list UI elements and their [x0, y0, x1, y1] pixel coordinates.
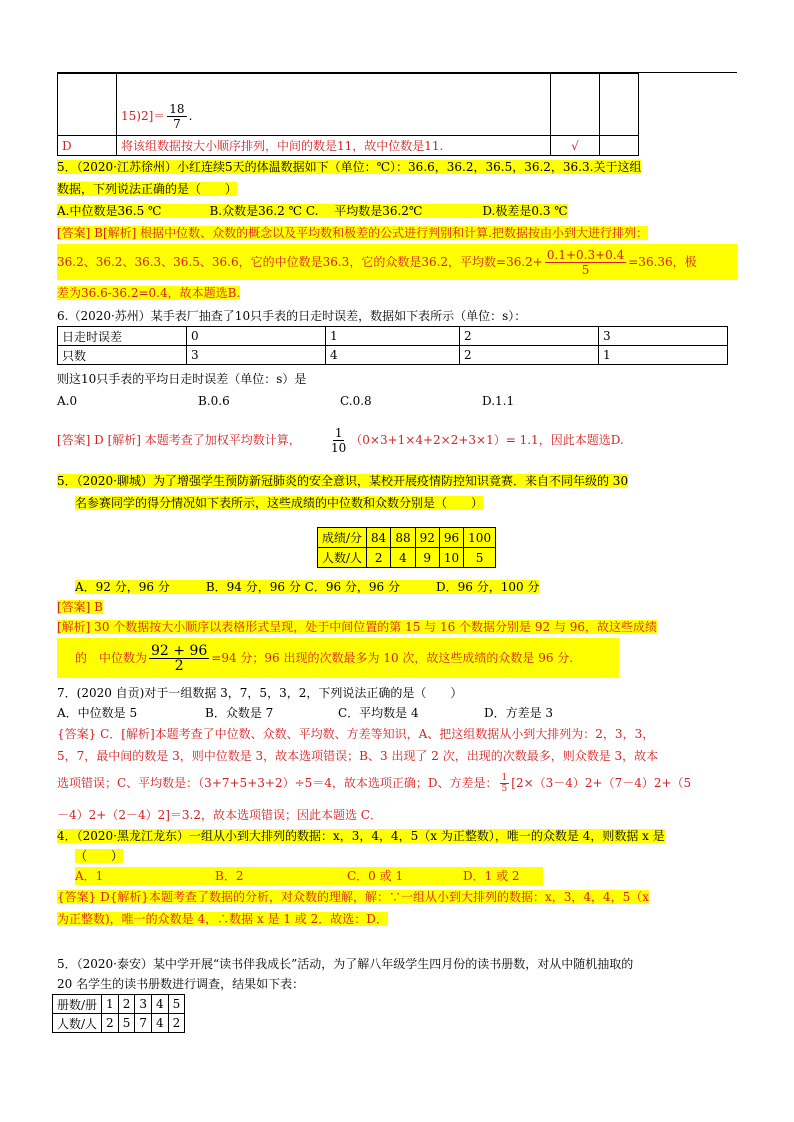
q6-cell: 3	[135, 995, 152, 1014]
q3-stem-a: 5．（2020·聊城）为了增强学生预防新冠肺炎的安全意识，某校开展疫情防控知识竟赛．来自不同年级的 30	[57, 474, 629, 488]
q5-options: A．1 B．2 C．0 或 1 D．1 或 2	[75, 867, 543, 885]
q5-stem-b: （ ）	[75, 849, 124, 863]
q4-option-d: D．方差是 3	[484, 706, 554, 720]
q2-cell: 1	[326, 327, 460, 346]
q6-cell: 7	[135, 1014, 152, 1033]
q3-cell: 4	[391, 548, 415, 568]
q2-option-d: D.1.1	[482, 394, 515, 408]
q6-cell: 1	[102, 995, 119, 1014]
q5-answer-b: 为正整数)，唯一的众数是 4，∴数据 x 是 1 或 2．故选：D．	[57, 912, 388, 926]
top-row1-tail: .	[188, 109, 193, 123]
top-table-cell	[117, 74, 551, 136]
top-table-cell	[551, 74, 600, 136]
q1-answer-b: 36.2、36.2、36.3、36.5、36.6，它的中位数是36.3，它的众数是36.2，平均数=36.2+ $\frac{0.1+0.3+0.4}{5}$ =36.36，极	[57, 244, 737, 280]
q6-stem-a: 5．（2020·泰安）某中学开展“读书伴我成长”活动，为了解八年级学生四月份的读书册数，对从中随机抽取的	[57, 957, 634, 971]
q4-answer-b: 5，7，最中间的数是 3，则中位数是 3，故本选项错误；B、3 出现了 2 次，出现的次数最多，则众数是 3，故本	[57, 749, 659, 763]
q3-analysis-b: 的 中位数为 $\frac{92 + 96}{2}$ =94 分；96 出现的次数最多为 10 次，故这些成绩的众数是 96 分.	[57, 638, 619, 678]
q1-stem-a: 5．（2020·江苏徐州）小红连续5天的体温数据如下（单位：℃）：36.6，36.2，36.5，36.2，36.3.关于这组	[57, 160, 642, 174]
top-row1-text: 15)2]＝	[121, 109, 166, 123]
q1-answer-c: 差为36.6-36.2=0.4，故本题选B.	[57, 286, 241, 300]
q3-cell: 10	[439, 548, 463, 568]
q6-cell: 5	[168, 995, 185, 1014]
q3-answer: [答案] B	[57, 600, 103, 614]
top-row2-label: D	[58, 136, 117, 156]
q2-cell: 4	[326, 346, 460, 365]
frac-numerator: 18	[169, 102, 185, 116]
top-table-cell	[600, 136, 639, 156]
q2-cell: 3	[599, 327, 728, 346]
q3-stem-b: 名参赛同学的得分情况如下表所示，这些成绩的中位数和众数分别是（ ）	[75, 496, 484, 510]
q4-option-c: C．平均数是 4	[338, 706, 419, 720]
q4-option-a: A．中位数是 5	[57, 706, 138, 720]
q3-cell: 5	[464, 548, 496, 568]
q2-answer: [答案] D [解析] 本题考查了加权平均数计算， $\frac{1}{10}$ （0×3+1×4+2×2+3×1）= 1.1，因此本题选D.	[57, 425, 624, 455]
q2-cell: 2	[460, 346, 599, 365]
q3-cell: 成绩/分	[318, 528, 367, 548]
q3-options: A．92 分，96 分 B．94 分，96 分 C．96 分，96 分 D．96 分，100 分	[75, 580, 540, 594]
q4-option-b: B．众数是 7	[205, 706, 274, 720]
q6-cell: 人数/人	[53, 1014, 102, 1033]
q5-answer-a: {答案} D{解析}本题考查了数据的分析，对众数的理解，解：∵一组从小到大排列的数据：x，3，4，4，5（x	[57, 890, 650, 904]
q1-options: A.中位数是36.5 ℃ B.众数是36.2 ℃ C. 平均数是36.2℃ D.极差是0.3 ℃	[57, 204, 568, 218]
q4-answer-c: 选项错误；C、平均数是：（3+7+5+3+2）÷5＝4，故本选项正确；D、方差是： $\frac{1}{5}$ [2×（3－4）2+（7－4）2+（5	[57, 772, 692, 794]
q2-cell: 0	[187, 327, 326, 346]
q2-stem: 6.（2020·苏州）某手表厂抽查了10只手表的日走时误差，数据如下表所示（单位：s）：	[57, 309, 527, 323]
q3-cell: 2	[367, 548, 391, 568]
q6-cell: 2	[168, 1014, 185, 1033]
q3-cell: 100	[464, 528, 496, 548]
q4-stem: 7．(2020 自贡)对于一组数据 3，7，5，3，2，下列说法正确的是（ ）	[57, 686, 463, 700]
q6-cell: 2	[102, 1014, 119, 1033]
top-table	[57, 73, 639, 156]
q1-stem-b: 数据，下列说法正确的是（ ）	[57, 182, 238, 196]
q3-analysis-a: [解析] 30 个数据按大小顺序以表格形式呈现，处于中间位置的第 15 与 16 个数据分别是 92 与 96，故这些成绩	[57, 620, 658, 634]
q6-cell: 册数/册	[53, 995, 102, 1014]
q2-option-a: A.0	[57, 394, 78, 408]
q2-option-b: B.0.6	[198, 394, 230, 408]
q3-cell: 84	[367, 528, 391, 548]
q3-cell: 9	[415, 548, 439, 568]
top-table-cell	[600, 74, 639, 136]
q6-cell: 2	[118, 995, 135, 1014]
top-row2-text: 将该组数据按大小顺序排列，中间的数是11，故中位数是11.	[117, 136, 551, 156]
q2-table	[57, 326, 728, 365]
q4-answer-d: －4）2+（2－4）2]＝3.2，故本选项错误；因此本题选 C．	[57, 808, 382, 822]
q2-question: 则这10只手表的平均日走时误差（单位：s）是	[57, 372, 307, 386]
q4-answer-a: {答案} C．[解析]本题考查了中位数、众数、平均数、方差等知识，A、把这组数据从小到大排列为：2，3，3，	[57, 727, 655, 741]
q3-cell: 96	[439, 528, 463, 548]
q6-cell: 4	[151, 1014, 168, 1033]
top-table-cell	[58, 74, 117, 136]
q2-cell: 只数	[58, 346, 187, 365]
q3-cell: 92	[415, 528, 439, 548]
q2-cell: 1	[599, 346, 728, 365]
q2-option-c: C.0.8	[340, 394, 372, 408]
q3-cell: 人数/人	[318, 548, 367, 568]
q6-cell: 5	[118, 1014, 135, 1033]
frac-denominator: 7	[173, 117, 181, 131]
q5-stem-a: 4．（2020·黑龙江龙东）一组从小到大排列的数据：x，3，4，4，5（x 为正整数），唯一的众数是 4，则数据 x 是	[57, 829, 665, 843]
q3-cell: 88	[391, 528, 415, 548]
q2-cell: 3	[187, 346, 326, 365]
check-mark: √	[551, 136, 600, 156]
q3-table	[317, 527, 496, 568]
q6-stem-b: 20 名学生的读书册数进行调查，结果如下表：	[57, 977, 305, 991]
q2-cell: 日走时误差	[58, 327, 187, 346]
q6-cell: 4	[151, 995, 168, 1014]
q2-cell: 2	[460, 327, 599, 346]
q6-table	[52, 994, 185, 1033]
q1-answer-a: [答案] B[解析] 根据中位数、众数的概念以及平均数和极差的公式进行判别和计算.把数据按由小到大进行排列：	[57, 226, 648, 240]
